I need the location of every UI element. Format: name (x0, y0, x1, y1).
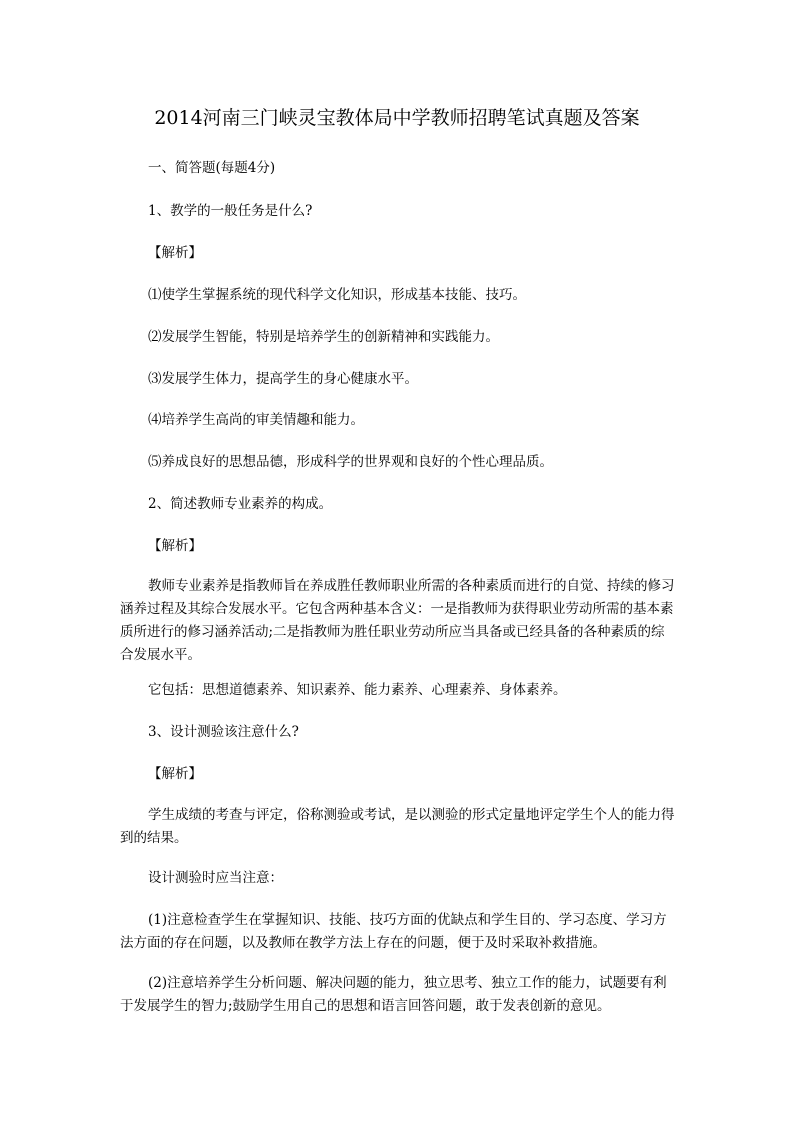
answer-2-paragraph-1: 教师专业素养是指教师旨在养成胜任教师职业所需的各种素质而进行的自觉、持续的修习涵养过程及其综合发展水平。它包含两种基本含义：一是指教师为获得职业劳动所需的基本素质所进行的修习涵养活动;二是指教师为胜任职业劳动所应当具备或已经具备的各种素质的综合发展水平。 (120, 578, 675, 663)
section-heading: 一、简答题(每题4分) (148, 160, 276, 176)
answer-1-item-2: ⑵发展学生智能，特别是培养学生的创新精神和实践能力。 (148, 329, 499, 345)
document-title: 2014河南三门峡灵宝教体局中学教师招聘笔试真题及答案 (154, 107, 640, 129)
answer-1-item-5: ⑸养成良好的思想品德，形成科学的世界观和良好的个性心理品质。 (148, 454, 553, 470)
answer-1-item-4: ⑷培养学生高尚的审美情趣和能力。 (148, 412, 364, 428)
question-1: 1、教学的一般任务是什么? (148, 203, 313, 219)
answer-3-paragraph-3: (1)注意检查学生在掌握知识、技能、技巧方面的优缺点和学生目的、学习态度、学习方法方面的存在问题，以及教师在教学方法上存在的问题，便于及时采取补救措施。 (120, 912, 667, 951)
analysis-label-1: 【解析】 (148, 245, 202, 261)
answer-3-paragraph-2: 设计测验时应当注意： (148, 870, 283, 886)
answer-1-item-1: ⑴使学生掌握系统的现代科学文化知识，形成基本技能、技巧。 (148, 287, 526, 303)
analysis-label-2: 【解析】 (148, 538, 202, 554)
answer-3-paragraph-1: 学生成绩的考查与评定，俗称测验或考试，是以测验的形式定量地评定学生个人的能力得到的结果。 (120, 807, 675, 846)
answer-1-item-3: ⑶发展学生体力，提高学生的身心健康水平。 (148, 371, 418, 387)
answer-2-paragraph-2: 它包括：思想道德素养、知识素养、能力素养、心理素养、身体素养。 (148, 682, 567, 698)
analysis-label-3: 【解析】 (148, 766, 202, 782)
answer-3-paragraph-4: (2)注意培养学生分析问题、解决问题的能力，独立思考、独立工作的能力，试题要有利于发展学生的智力;鼓励学生用自己的思想和语言回答问题，敢于发表创新的意见。 (120, 975, 667, 1014)
question-2: 2、简述教师专业素养的构成。 (148, 496, 333, 512)
question-3: 3、设计测验该注意什么? (148, 724, 299, 740)
